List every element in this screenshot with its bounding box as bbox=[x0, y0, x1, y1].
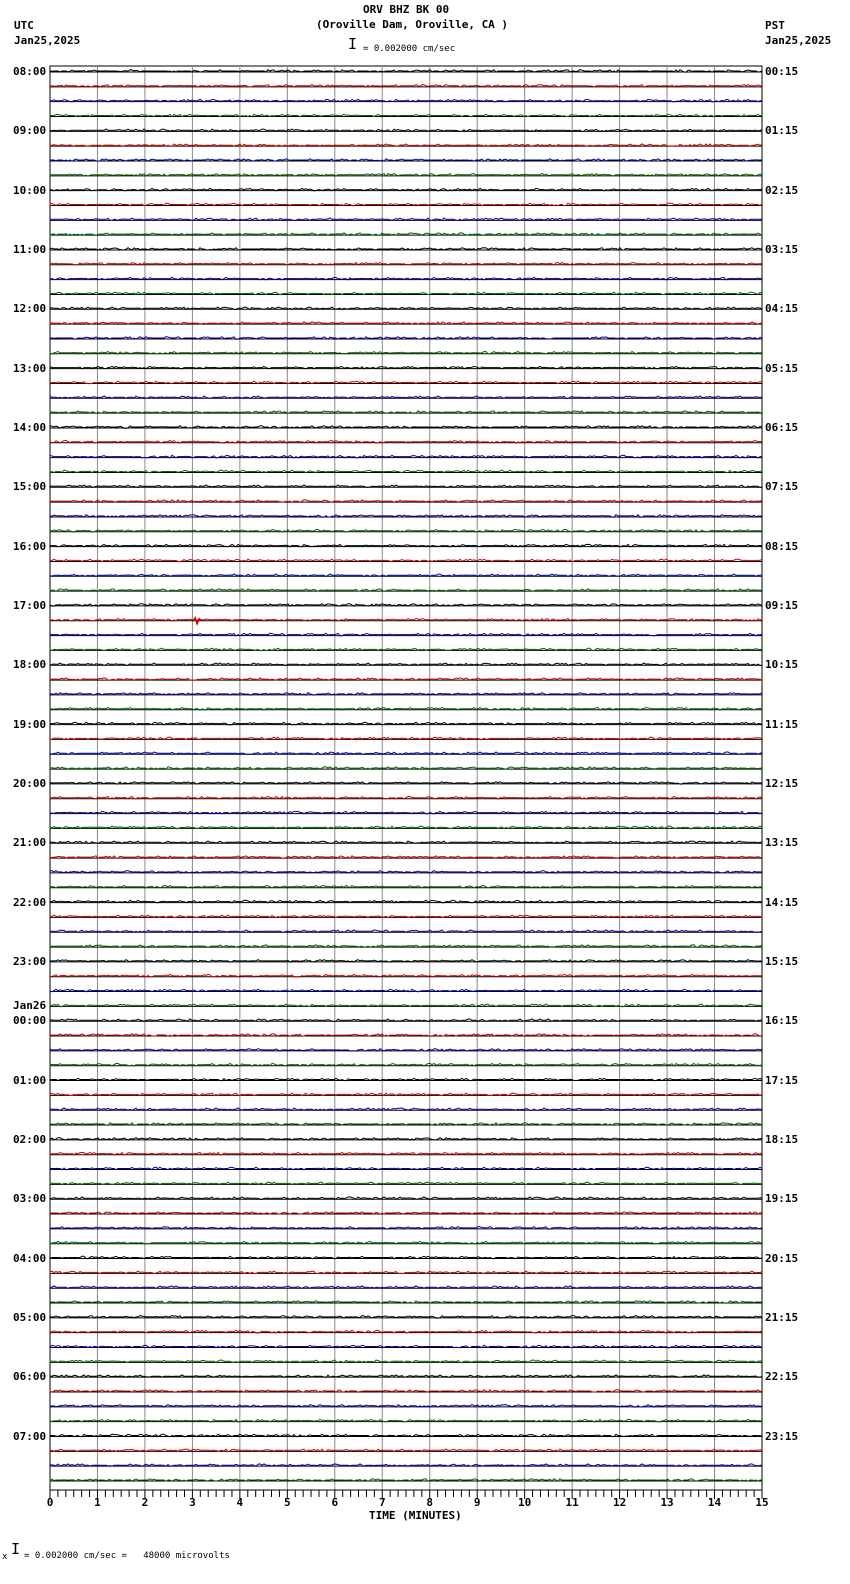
pst-hour-label: 10:15 bbox=[765, 658, 799, 672]
utc-hour-label: 10:00 bbox=[13, 183, 47, 197]
utc-hour-label: 16:00 bbox=[13, 539, 47, 553]
pst-hour-label: 04:15 bbox=[765, 302, 799, 316]
utc-hour-label: 11:00 bbox=[13, 242, 47, 256]
footer-scale-note: = 0.002000 cm/sec = 48000 microvolts bbox=[24, 1551, 230, 1561]
pst-hour-label: 17:15 bbox=[765, 1073, 799, 1087]
pst-hour-label: 12:15 bbox=[765, 776, 799, 790]
utc-hour-label: 05:00 bbox=[13, 1310, 47, 1324]
svg-text:12: 12 bbox=[612, 1496, 627, 1509]
utc-hour-label: 15:00 bbox=[13, 480, 47, 494]
utc-hour-label: 06:00 bbox=[13, 1370, 47, 1384]
footer-scale-bar-icon: I bbox=[11, 1540, 21, 1558]
utc-hour-label: 20:00 bbox=[13, 776, 47, 790]
svg-text:14: 14 bbox=[707, 1496, 722, 1509]
left-date: Jan25,2025 bbox=[14, 34, 81, 47]
svg-text:6: 6 bbox=[331, 1496, 339, 1509]
pst-hour-label: 00:15 bbox=[765, 65, 799, 78]
utc-hour-label: 17:00 bbox=[13, 598, 47, 612]
utc-hour-label: 13:00 bbox=[13, 361, 47, 375]
date-change-label: Jan26 bbox=[13, 999, 47, 1013]
svg-text:10: 10 bbox=[518, 1496, 532, 1509]
utc-hour-label: 01:00 bbox=[13, 1073, 47, 1087]
svg-text:1: 1 bbox=[94, 1496, 101, 1509]
pst-hour-label: 20:15 bbox=[765, 1251, 799, 1265]
utc-hour-label: 18:00 bbox=[13, 658, 47, 672]
pst-hour-label: 19:15 bbox=[765, 1192, 799, 1206]
pst-hour-label: 07:15 bbox=[765, 480, 799, 494]
utc-hour-label: 02:00 bbox=[13, 1132, 47, 1146]
pst-hour-label: 18:15 bbox=[765, 1132, 799, 1146]
right-date: Jan25,2025 bbox=[765, 34, 832, 47]
utc-hour-label: 08:00 bbox=[13, 65, 47, 78]
right-timezone: PST bbox=[765, 19, 785, 32]
svg-text:5: 5 bbox=[284, 1496, 291, 1509]
utc-hour-label: 12:00 bbox=[13, 302, 47, 316]
pst-hour-label: 03:15 bbox=[765, 242, 799, 256]
svg-text:15: 15 bbox=[755, 1496, 769, 1509]
left-timezone: UTC bbox=[14, 19, 34, 32]
svg-text:9: 9 bbox=[473, 1496, 481, 1509]
svg-text:4: 4 bbox=[236, 1496, 244, 1509]
pst-hour-label: 13:15 bbox=[765, 836, 799, 850]
svg-text:3: 3 bbox=[189, 1496, 196, 1509]
svg-text:2: 2 bbox=[141, 1496, 149, 1509]
station-title: ORV BHZ BK 00 bbox=[363, 3, 450, 16]
pst-hour-label: 23:15 bbox=[765, 1429, 799, 1443]
pst-hour-label: 09:15 bbox=[765, 598, 799, 612]
pst-hour-label: 02:15 bbox=[765, 183, 799, 197]
pst-hour-label: 05:15 bbox=[765, 361, 799, 375]
pst-hour-label: 01:15 bbox=[765, 124, 799, 138]
utc-hour-label: 00:00 bbox=[13, 1014, 47, 1028]
pst-hour-label: 08:15 bbox=[765, 539, 799, 553]
pst-hour-label: 06:15 bbox=[765, 420, 799, 434]
utc-hour-label: 21:00 bbox=[13, 836, 47, 850]
utc-hour-label: 14:00 bbox=[13, 420, 47, 434]
x-axis-label: TIME (MINUTES) bbox=[369, 1509, 462, 1522]
station-subtitle: (Oroville Dam, Oroville, CA ) bbox=[316, 18, 509, 31]
pst-hour-label: 22:15 bbox=[765, 1370, 799, 1384]
svg-text:13: 13 bbox=[660, 1496, 674, 1509]
utc-hour-label: 19:00 bbox=[13, 717, 47, 731]
utc-hour-label: 22:00 bbox=[13, 895, 47, 909]
utc-hour-label: 23:00 bbox=[13, 954, 47, 968]
svg-text:8: 8 bbox=[426, 1496, 434, 1509]
pst-hour-label: 21:15 bbox=[765, 1310, 799, 1324]
pst-hour-label: 11:15 bbox=[765, 717, 799, 731]
svg-text:7: 7 bbox=[378, 1496, 386, 1509]
utc-hour-label: 09:00 bbox=[13, 124, 47, 138]
svg-text:11: 11 bbox=[565, 1496, 579, 1509]
scale-bar-icon: I bbox=[348, 35, 358, 53]
footer-mark: x bbox=[2, 1552, 8, 1562]
pst-hour-label: 16:15 bbox=[765, 1014, 799, 1028]
svg-text:0: 0 bbox=[46, 1496, 54, 1509]
utc-hour-label: 04:00 bbox=[13, 1251, 47, 1265]
utc-hour-label: 03:00 bbox=[13, 1192, 47, 1206]
pst-hour-label: 14:15 bbox=[765, 895, 799, 909]
pst-hour-label: 15:15 bbox=[765, 954, 799, 968]
utc-hour-label: 07:00 bbox=[13, 1429, 47, 1443]
scale-label: = 0.002000 cm/sec bbox=[363, 44, 456, 54]
